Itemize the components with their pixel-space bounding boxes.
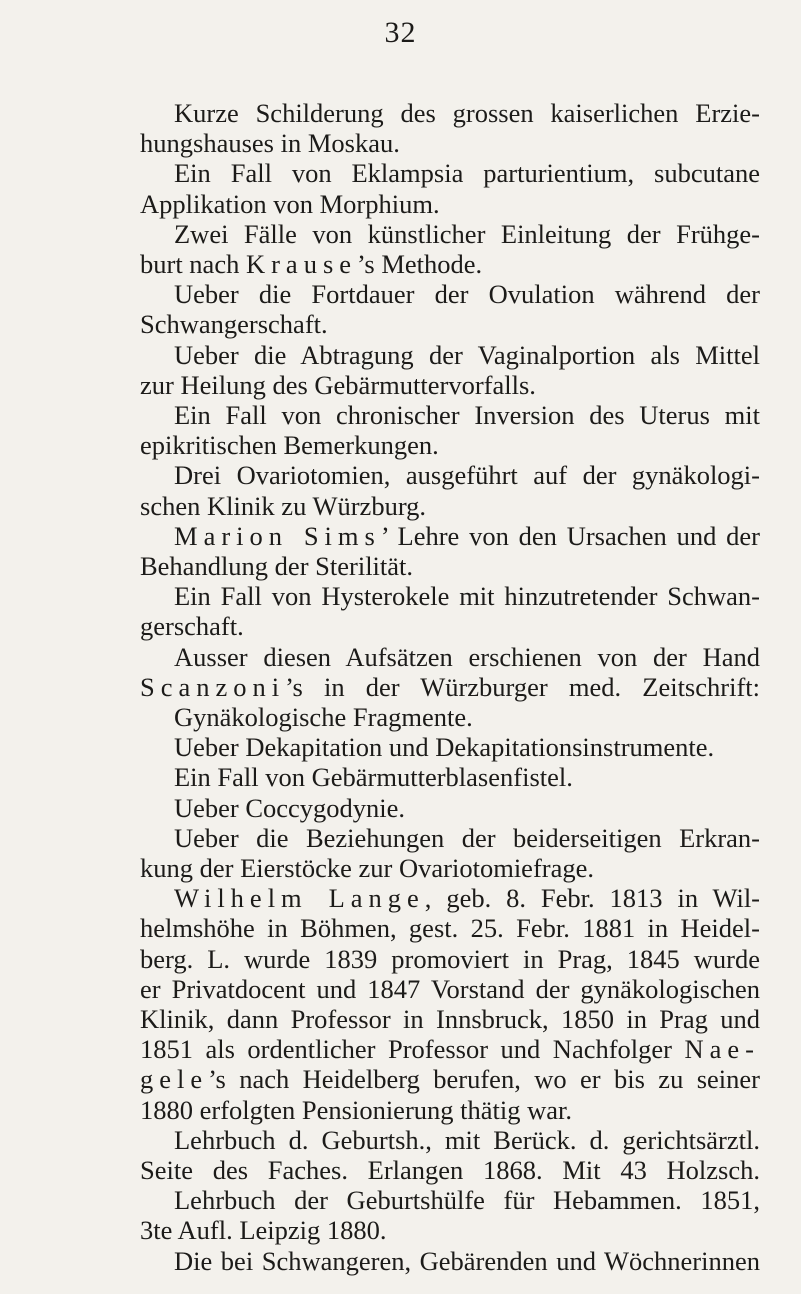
text-segment: kung der Eierstöcke zur Ovariotomiefrage. <box>140 853 594 883</box>
text-line <box>174 881 760 915</box>
text-line <box>140 187 440 221</box>
text-segment: 1880 erfolgten Pensionierung thätig war. <box>140 1094 573 1125</box>
text-segment: Lehrbuch der Geburtshülfe für Hebammen. 1851, <box>174 1185 760 1216</box>
text-segment: , geb. 8. Febr. 1813 in Wil- <box>424 883 761 914</box>
text-segment: helmshöhe in Böhmen, gest. 25. Febr. 1881 in Heidel- <box>140 913 760 944</box>
text-segment: 3te Aufl. Leipzig 1880. <box>140 1215 387 1246</box>
text-line <box>140 1213 387 1247</box>
text-line <box>174 700 473 734</box>
text-line <box>140 428 439 462</box>
text-line <box>174 458 760 492</box>
text-segment: Behandlung der Sterilität. <box>140 551 414 581</box>
text-line <box>140 972 760 1006</box>
spaced-name: Scanzoni <box>140 671 286 702</box>
text-segment: burt nach <box>140 249 246 279</box>
text-segment: Seite des Faches. Erlangen 1868. Mit 43 Holzsch. <box>140 1155 760 1185</box>
text-segment: zur Heilung des Gebärmuttervorfalls. <box>140 369 536 400</box>
spaced-name: Wilhelm Lange <box>174 883 425 914</box>
text-line <box>140 307 328 341</box>
text-segment: ’s Methode. <box>357 249 483 279</box>
text-segment: ’s nach Heidelberg berufen, wo er bis zu seiner <box>208 1064 760 1095</box>
text-segment: Ein Fall von Hysterokele mit hinzutretender Schwan- <box>174 581 760 612</box>
text-segment: Applikation von Morphium. <box>140 188 440 219</box>
page-number: 32 <box>384 16 417 49</box>
text-line <box>174 398 760 432</box>
text-segment: Drei Ovariotomien, ausgeführt auf der gynäkologi- <box>174 460 760 491</box>
text-segment: berg. L. wurde 1839 promoviert in Prag, 1845 wurde <box>140 943 760 974</box>
text-segment: Ein Fall von Gebärmutterblasenfistel. <box>174 762 573 793</box>
text-line <box>174 730 714 764</box>
text-line <box>174 1123 760 1157</box>
text-segment: gerschaft. <box>140 611 244 642</box>
text-segment: Ueber die Abtragung der Vaginalportion als Mittel <box>174 339 760 370</box>
text-line <box>140 1032 760 1066</box>
text-line <box>174 640 760 674</box>
text-line <box>140 489 426 523</box>
text-line <box>174 338 760 372</box>
text-line <box>140 670 760 704</box>
text-segment: Kurze Schilderung des grossen kaiserlichen Erzie- <box>174 98 760 128</box>
text-line <box>140 911 760 945</box>
text-segment: Ueber Coccygodynie. <box>174 792 406 823</box>
text-line <box>140 126 400 160</box>
text-segment: 1851 als ordentlicher Professor und Nachfolger <box>140 1034 685 1065</box>
text-line <box>174 760 573 794</box>
text-segment: Ueber die Beziehungen der beiderseitigen Erkran- <box>174 822 760 853</box>
text-line <box>140 549 413 583</box>
text-segment: Schwangerschaft. <box>140 309 328 340</box>
text-line <box>174 1183 760 1217</box>
text-segment: Klinik, dann Professor in Innsbruck, 1850 in Prag und <box>140 1004 760 1034</box>
spaced-name: Krause <box>245 249 358 279</box>
text-segment: Ausser diesen Aufsätzen erschienen von der Hand <box>174 641 760 672</box>
spaced-name: Nae- <box>684 1034 760 1065</box>
spaced-name: Marion Sims <box>174 520 381 551</box>
text-line <box>140 1062 760 1096</box>
text-segment: Ueber Dekapitation und Dekapitationsinstrumente. <box>174 732 715 763</box>
text-segment: Ueber die Fortdauer der Ovulation während der <box>174 279 760 310</box>
text-line <box>174 519 760 553</box>
text-line <box>140 1002 760 1036</box>
text-segment: Die bei Schwangeren, Gebärenden und Wöchnerinnen <box>174 1245 760 1276</box>
text-segment: Lehrbuch d. Geburtsh., mit Berück. d. gerichtsärztl. <box>174 1124 760 1155</box>
text-line <box>174 821 760 855</box>
spaced-name: gele <box>140 1064 209 1095</box>
text-line <box>174 579 760 613</box>
text-segment: ’s in der Würzburger med. Zeitschrift: <box>285 671 760 702</box>
text-line <box>174 1244 760 1278</box>
text-line <box>140 247 482 281</box>
text-segment: Zwei Fälle von künstlicher Einleitung der Frühge- <box>174 218 760 249</box>
text-segment: hungshauses in Moskau. <box>140 128 400 159</box>
text-line <box>140 368 536 402</box>
text-line <box>174 277 760 311</box>
text-line <box>174 156 760 190</box>
text-segment: er Privatdocent und 1847 Vorstand der gynäkologischen <box>140 973 760 1004</box>
text-line <box>140 609 244 643</box>
text-segment: ’ Lehre von den Ursachen und der <box>380 520 760 551</box>
text-line <box>174 217 760 251</box>
text-segment: schen Klinik zu Würzburg. <box>140 490 427 521</box>
text-line <box>140 942 760 976</box>
text-line <box>174 96 760 130</box>
text-segment: epikritischen Bemerkungen. <box>140 430 439 461</box>
text-line <box>140 1153 760 1187</box>
text-line <box>140 1093 572 1127</box>
text-line <box>174 791 405 825</box>
text-segment: Ein Fall von Eklampsia parturientium, subcutane <box>174 158 760 189</box>
text-line <box>140 851 594 885</box>
text-segment: Ein Fall von chronischer Inversion des Uterus mit <box>174 400 760 430</box>
text-segment: Gynäkologische Fragmente. <box>174 702 473 732</box>
